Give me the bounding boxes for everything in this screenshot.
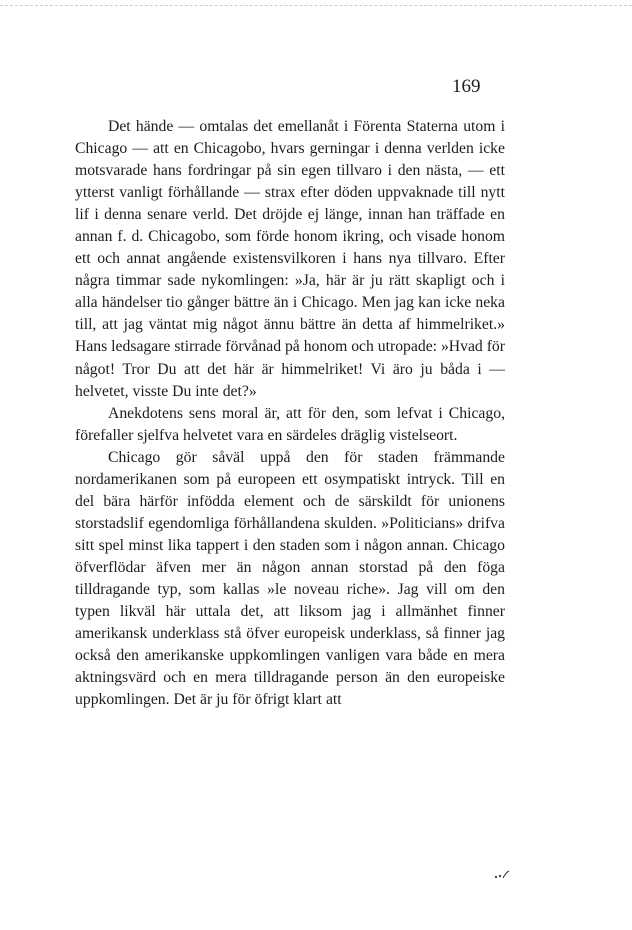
paragraph-2: Anekdotens sens moral är, att för den, som lefvat i Chicago, förefaller sjelfva helvetet vara en särdeles dräglig vistelseort. <box>75 404 505 444</box>
paragraph-3: Chicago gör såväl uppå den för staden främmande nordamerikanen som på europeen ett osympatiskt intryck. Till en del bära härför infödda element och de särskildt för unionens storstadslif egendomliga förhållandena skulden. »Politicians» drifva sitt spel minst lika tappert i den staden som i någon annan. Chicago öfverflödar äfven mer än någon annan storstad på den föga tilldragande typ, som kallas »le noveau riche». Jag vill om den typen likväl här uttala det, att liksom jag i allmänhet finner amerikansk underklass stå öfver europeisk underklass, så finner jag också den amerikanske uppkomlingen vanligen vara både en mera aktningsvärd och en mera tilldragande person än den europeiske uppkomlingen. Det är ju för öfrigt klart att <box>75 448 505 709</box>
ink-smudge <box>493 870 513 885</box>
paragraph-1: Det hände — omtalas det emellanåt i Förenta Staterna utom i Chicago — att en Chicagobo, hvars gerningar i denna verlden icke motsvarade hans fordringar på sin egen tillvaro i den nästa, — ett ytterst vanligt förhållande — strax efter döden uppvaknade till nytt lif i denna senare verld. Det dröjde ej länge, innan han träffade en annan f. d. Chicagobo, som förde honom ikring, och visade honom ett och annat angående existensvilkoren i hans nya tillvaro. Efter några timmar sade nykomlingen: »Ja, här är ju rätt skapligt och i alla händelser tio gånger bättre än i Chicago. Men jag kan icke neka till, att jag väntat mig något ännu bättre än detta af himmelriket.» Hans ledsagare stirrade förvånad på honom och utropade: »Hvad för något! Tror Du att det här är himmelriket! Vi äro ju båda i — helvetet, visste Du inte det?» <box>75 118 505 400</box>
ink-smudge-icon <box>493 870 513 882</box>
page-top-edge <box>0 5 632 6</box>
page-number: 169 <box>452 76 481 97</box>
body-text <box>75 116 505 711</box>
